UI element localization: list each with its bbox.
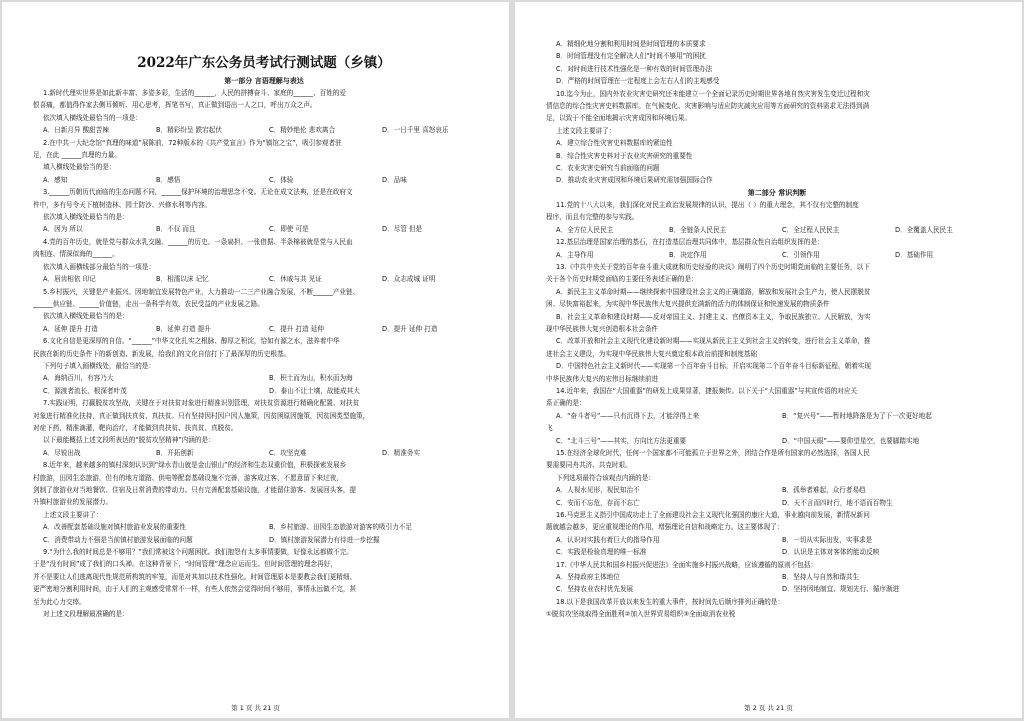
answer-option: D．坚持因地制宜、规划先行、循序渐进 [782, 585, 900, 594]
text-line: 1.新时代理实世界是如此新丰富、多姿多彩，生活的______，人民的拼搏奋斗、家庭的______、百姓的爱 [43, 89, 347, 97]
text-line: 依次填入画横线部分最恰当的一项是： [43, 262, 156, 271]
answer-option: D．提升 延伸 打造 [382, 324, 438, 333]
answer-option: D．天不言而四时行，地不语而百物生 [782, 498, 893, 507]
document-page-2 [515, 2, 1022, 718]
text-line: 16.马克思主义指引中国成功走上了全面建设社会主义现代化强国的康庄大道，事业越向前发展，新情况新问 [556, 511, 870, 520]
text-line: 进社会主义建设，为实现中华民族伟大复兴奠定根本政治前提和制度基础 [546, 349, 757, 358]
text-line: 12.基层治理是国家治理的基石，在打造基层治理共同体中，基层群众性自治组织发挥的是： [556, 238, 824, 247]
text-line: 村旅游，田园生态旅游，但有的地方道路、供电等配套基础设施不完善，游客成过客，不愿意留下来过夜， [33, 473, 343, 482]
answer-options [33, 323, 495, 335]
text-line: 11.党的十八大以来，我们深化对民主政治发展规律的认识，提出（ ）的重大理念，其不仅有完整的制度 [556, 200, 859, 209]
text-line: 5.乡村振兴，关键是产业振兴。因地制宜发展特色产业，大力推动一二三产业融合发展，不断______产业链、 [43, 287, 360, 296]
answer-option: B．孤举者难起，众行者易趋 [782, 486, 866, 495]
answer-options [546, 249, 1008, 261]
text-line: 依次填入横线处最恰当的是： [43, 213, 129, 222]
text-line: 恨喜痛，都值得作家去侧耳倾听、用心思考，挥笔书写，真正做到语出一人之口，呼出万众之声。 [33, 101, 317, 110]
text-line: 4.党的百年历史，就是党与群众水乳交融、______的历史。一条扁担、一张借据、半条棉被就是党与人民血 [43, 237, 353, 246]
text-line: 对象进行精准化扶持，真正做到扶真贫、真扶贫。只有坚持因村因户因人施策，因贫困原因施策，因贫困类型施策， [33, 411, 370, 420]
answer-option: B．感悟 [156, 175, 181, 184]
text-line: 件中，多有号令天下植树造林、园土防沙、兴修水利等内容。 [33, 200, 212, 209]
answer-option: C．提升 打造 延伸 [269, 324, 324, 333]
page-footer: 第 2 页 共 21 页 [744, 704, 793, 712]
answer-option: B．精彩纷呈 跌宕起伏 [156, 126, 222, 135]
answer-options [546, 497, 1008, 509]
answer-option: C．消费带动力不强是当前镇村旅游发展面临的问题 [43, 535, 193, 544]
text-line: 要需要同舟共济、共克时艰。 [546, 461, 632, 470]
text-line: 上述文段主要讲了： [43, 510, 103, 519]
page-footer: 第 1 页 共 21 页 [231, 704, 280, 712]
document-page-1 [2, 2, 509, 718]
answer-option: C．安而不忘危，存而不忘亡 [556, 498, 640, 507]
answer-option: D．“中国天眼”——要仰望星空，也要脚踏实地 [782, 436, 920, 445]
answer-option: D．泰山不让土壤，故能成其大 [269, 386, 360, 395]
text-line: A．新民主主义革命时期——继续探索中国建设社会主义的正确道路，解放和发展社会生产力，使人民摆脱贫 [556, 287, 871, 296]
answer-option: A．改善配套基础设施对镇村旅游业发展的重要性 [43, 523, 186, 532]
answer-options [33, 223, 495, 235]
answer-option: B．决定作用 [669, 250, 707, 259]
answer-option: B．不仅 而且 [156, 225, 196, 234]
answer-options [546, 410, 1008, 422]
text-line: 题就越会越多，更应重视理论的作用，增强理论自信和战略定力。这主要体现了： [546, 523, 784, 532]
answer-option: A．尽锐出战 [43, 448, 81, 457]
answer-option: C．“北斗三号”——其实，方向比方法更重要 [556, 436, 687, 445]
text-line: 8.近年来，越来越多的镇村深刻认识到“绿水青山就是金山银山”的经济和生态双重价值，积极探索发展乡 [43, 461, 347, 470]
answer-option: D．尽管 但是 [382, 225, 423, 234]
answer-options [546, 583, 1008, 595]
text-line: 3.______历朝历代面临的生态问题不同，______保护环境的治理思念不变。无论在成文法典，还是在政府文 [43, 188, 353, 197]
text-line: 以下最能概括上述文段所表达的“脱贫攻坚精神”内涵的是： [43, 436, 215, 445]
text-line: 系正确的是： [546, 399, 586, 408]
text-line: 填入横线处最恰当的是： [43, 163, 116, 172]
answer-options [546, 484, 1008, 496]
answer-options [546, 435, 1008, 447]
answer-option: D．一日千里 喜怒哀乐 [382, 126, 449, 135]
answer-option: B．积土而为山，积水而为海 [269, 374, 353, 383]
text-line: 13.《中共中央关于党的百年奋斗重大成就和历史经验的决议》阐明了四个历史时期党面临的主要任务，以下 [556, 262, 870, 271]
text-line: D．严格的时间管理在一定程度上会左右人们的主观感受 [556, 77, 720, 86]
text-line: 足，以致于不能全面地揭示灾害成因和环境后果。 [546, 114, 692, 123]
text-line: 6.文化自信是更深厚的自信。“______”中华文化扎实之根脉、醇厚之积淀，恰如有源之水，滋养着中华 [43, 337, 340, 346]
answer-option: B．全链条人民民主 [669, 225, 727, 234]
answer-option: C．源渡者流长，根深者叶茂 [43, 386, 127, 395]
text-line: C．农业灾害史研究当前面临的问题 [556, 164, 660, 173]
text-line: 升镇村旅游业的发展潜力。 [33, 498, 113, 507]
answer-option: A．因为 所以 [43, 225, 83, 234]
text-line: 15.在经济全球化时代，任何一个国家都不可能孤立于世界之外，团结合作是所有国家的必然选择，各国人民 [556, 449, 870, 457]
answer-option: A．“奋斗者号”——只有沉得下去，才能浮得上来 [556, 411, 700, 420]
answer-options [546, 571, 1008, 583]
text-line: 14.近年来，我国在“大国重器”的研发上成果显著，捷报频传。以下关于“大国重器”与其宣传语的对应关 [556, 386, 858, 395]
text-line: 足，在此 ______真理的力量。 [33, 151, 121, 160]
text-line: 现中华民族伟大复兴创造根本社会条件 [546, 324, 659, 333]
text-line: 下列句子填入画横线处，最恰当的是： [43, 361, 156, 370]
answer-option: D．基础作用 [895, 250, 934, 259]
text-line: 依次填入横线处最恰当的是： [43, 312, 129, 321]
text-line: B．社会主义革命和建设时期——反对帝国主义、封建主义、官僚资本主义，争取民族独立、人民解放，为实 [556, 312, 871, 321]
answer-option: C．全过程人民民主 [782, 225, 840, 234]
answer-options [33, 124, 495, 136]
answer-option: A．全方位人民民主 [556, 225, 614, 234]
text-line: 中华民族伟大复兴的宏伟目标继续前进 [546, 374, 659, 383]
text-line: D．中国特色社会主义新时代——实现第一个百年奋斗目标，开启实现第二个百年奋斗目标新征程，朝着实现 [556, 362, 871, 371]
text-line: 依次填入横线处最恰当的一项是： [43, 113, 142, 122]
text-line: 10.迄今为止，国内外农业灾害史研究还未能建立一个全面记录历史时期世界各地自然灾害发生变迁过程和灾 [556, 89, 870, 98]
answer-options [33, 534, 495, 546]
answer-option: D．品味 [382, 175, 407, 184]
text-line: 至为此心力交瘁。 [33, 597, 86, 606]
text-line: 2.在中共一大纪念馆“真理的味道”展陈前，72种版本的《共产党宣言》作为“镇馆之宝”，吸引参观者驻 [43, 138, 342, 147]
answer-option: C．体验 [269, 175, 294, 184]
answer-options [33, 273, 495, 285]
answer-options [33, 447, 495, 459]
text-line: 情信息的综合性灾害史料数据库。在气候变化、灾害影响与适应防灾减灾应用等方面研究的资料需求无法得到满 [546, 102, 870, 111]
answer-option: C．休戚与共 见证 [269, 275, 322, 284]
answer-option: D．全覆盖人民民主 [895, 225, 953, 234]
text-line: ①脱贫攻坚战取得全面胜利②加入世界贸易组织③全面取消农业税 [546, 610, 736, 619]
text-line: 飞 [546, 424, 553, 433]
answer-option: D．精准务实 [382, 448, 421, 457]
answer-option: C．坚持农业农村优先发展 [556, 585, 634, 594]
text-line: 17.《中华人民共和国乡村振兴促进法》全面实施乡村振兴战略，应该遵循的原则不包括： [556, 560, 818, 569]
answer-option: A．人视水见形，视民知治不 [556, 486, 640, 495]
answer-option: C．即使 可是 [269, 225, 309, 234]
answer-options [546, 224, 1008, 236]
answer-options [33, 521, 495, 533]
document-title: 2022年广东公务员考试行测试题（乡镇） [137, 55, 391, 71]
answer-option: A．坚持政府主体地位 [556, 573, 620, 582]
answer-option: C．实践是检验真理的唯一标准 [556, 548, 647, 557]
text-line: ______供应链、______价值链，走出一条科学有效、农民受益的产业发展之路。 [33, 299, 264, 308]
text-line: 对症下药，精准滴灌，靶向治疗，才能做到真扶贫、扶真贫、真脱贫。 [33, 423, 238, 432]
text-line: 于是“没有时间”成了我们的口头禅。在这种背景下，“时间管理”理念应运而生。但时间管理的理念再好， [33, 560, 337, 569]
text-line: 民族在新的历史条件下的新创造、新发展，给我们的文化自信打下了最深厚的历史根基。 [33, 349, 291, 358]
answer-option: C．引领作用 [782, 250, 820, 259]
text-line: 程序，而且有完整的参与实践。 [546, 213, 639, 222]
text-line: 剑制了旅游业对当地餐饮、住宿及日常消费的带动力。只有完善配套基础设施，才能留住游客、发展回头客，提 [33, 486, 357, 494]
text-line: 9.“为什么我的时间总是不够用？”我们常被这个问题困扰。我们抱怨有太多事情要做，好像永远都做不完。 [43, 548, 353, 557]
text-line: A．精细化地分割和利用时间是时间管理的本质要求 [556, 40, 706, 48]
text-line: D．推动农业灾害成因和环境后果研究需加强国际合作 [556, 176, 713, 185]
text-line: 上述文段主要讲了： [556, 126, 616, 135]
answer-option: A．认识对实践有着巨大的指导作用 [556, 535, 660, 544]
answer-option: B．乡村旅游、田园生态旅游对游客的吸引力不足 [269, 523, 412, 532]
text-line: 对上述文段理解最准确的是： [43, 610, 129, 619]
text-line: B．综合性灾害史料对于农业灾害研究的重要性 [556, 151, 693, 160]
answer-option: C．攻坚克难 [269, 448, 307, 457]
answer-options [546, 546, 1008, 558]
answer-option: C．精妙绝伦 悲欢离合 [269, 126, 336, 135]
text-line: 困、尽快富裕起来，为实现中华民族伟大复兴提供充满新的活力的体制保证和快速发展的物质条件 [546, 300, 830, 309]
page-1-body [33, 87, 495, 620]
text-line: C．改革开放和社会主义现代化建设新时期——实现从新民主主义到社会主义的转变，进行社会主义革命，推 [556, 337, 871, 346]
answer-options [33, 174, 495, 186]
section-heading: 第一部分 言语理解与表达 [224, 77, 304, 85]
text-line: 关于各个历史时期党面临的主要任务表述正确的是： [546, 275, 698, 284]
page-2-body [546, 38, 1008, 621]
text-line: A．建立综合性灾害史料数据库的紧迫性 [556, 139, 673, 148]
answer-options [33, 372, 495, 384]
answer-options [33, 385, 495, 397]
answer-option: B．坚持人与自然和谐共生 [782, 573, 860, 582]
answer-option: D．认识是主体对客体的能动反映 [782, 548, 880, 557]
text-line: C．对时间进行技术性强化是一种有效的时间管理办法 [556, 64, 713, 73]
text-line: 肉相连、情深似海的______。 [33, 250, 119, 259]
answer-option: B．延伸 打造 提升 [156, 324, 211, 333]
answer-option: A．主导作用 [556, 250, 594, 259]
text-line: 18.以下是我国改革开放以来发生的重大事件，按时间先后顺序排列正确的是： [556, 597, 785, 606]
text-line: 下列选项最符合该观点内涵的是： [556, 473, 655, 482]
answer-option: A．感知 [43, 175, 68, 184]
answer-option: B．一切从实际出发，实事求是 [782, 535, 873, 544]
answer-options [546, 534, 1008, 546]
text-line: 7.实践证明，打赢脱贫攻坚战，关键在于对扶贫对象进行精准识别管理，对扶贫资源进行精确化配置、对扶贫 [43, 399, 360, 408]
answer-option: D．镇村旅游发展潜力有待进一步挖掘 [269, 535, 380, 544]
text-line: 更严密地分割利用时间，由于人们的主观感受常常不一样，有些人依然会觉得时间不够用，事情永远做不完，甚 [33, 585, 357, 594]
text-line: 并不是要让人们逃离现代性规范所构筑的牢笼，而是对其加以技术性强化。时间管理原本是要教会我们更精细、 [33, 572, 357, 581]
answer-option: A．日新月异 酸甜苦辣 [43, 126, 109, 135]
answer-option: B．开拓创新 [156, 448, 194, 457]
answer-option: B．“复兴号”——暂时地降落是为了下一次更好地起 [782, 411, 932, 420]
answer-option: D．众志成城 证明 [382, 275, 436, 284]
section-heading: 第二部分 常识判断 [747, 188, 807, 197]
answer-option: B．相濡以沫 记忆 [156, 275, 209, 284]
answer-option: A．海纳百川，有容乃大 [43, 374, 114, 383]
answer-option: A．唇齿相依 印记 [43, 275, 96, 284]
answer-option: A．延伸 提升 打造 [43, 324, 98, 333]
text-line: B．时间管理没有完全解决人们“时间不够用”的困扰 [556, 52, 706, 61]
